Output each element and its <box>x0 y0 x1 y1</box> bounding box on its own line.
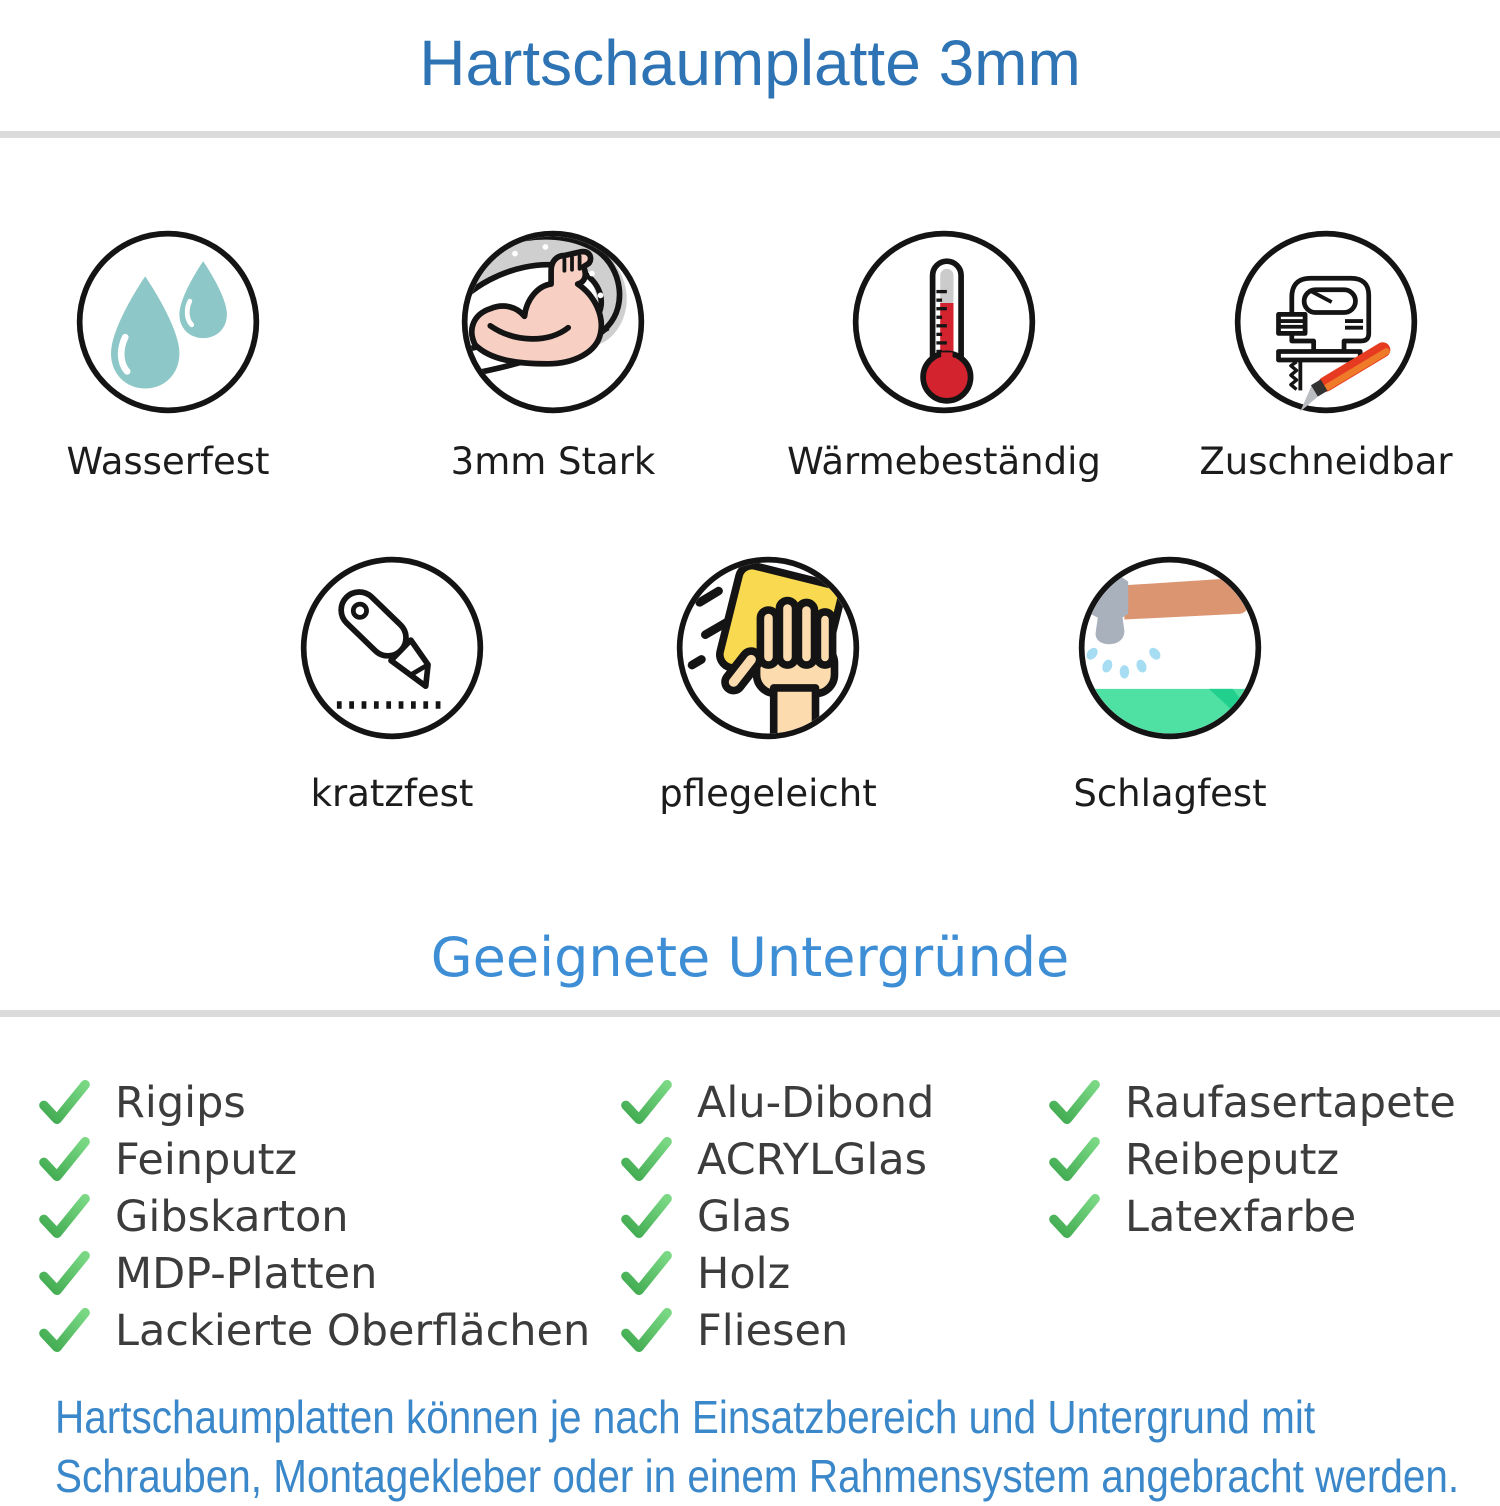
substrate-item <box>620 1245 934 1302</box>
substrate-label: ACRYLGlas <box>697 1134 928 1185</box>
footer-line-2: Schrauben, Montagekleber oder in einem Rahmensystem angebracht werden. <box>55 1450 1460 1502</box>
feature-label: Schlagfest <box>1073 772 1267 815</box>
feature-zuschneidbar <box>1199 227 1453 487</box>
top-divider <box>0 131 1500 138</box>
page-title: Hartschaumplatte 3mm <box>419 27 1081 99</box>
substrate-item <box>38 1131 590 1188</box>
hand-wiping-cloth-icon <box>673 553 863 743</box>
thermometer-icon <box>849 227 1039 417</box>
check-icon <box>38 1194 91 1239</box>
substrate-item <box>1048 1131 1456 1188</box>
substrate-label: Raufasertapete <box>1125 1077 1456 1128</box>
substrate-item <box>1048 1188 1456 1245</box>
flexed-biceps-icon <box>458 227 648 417</box>
check-icon <box>38 1080 91 1125</box>
feature-pflegeleicht <box>659 553 877 815</box>
hammer-impact-icon <box>1075 553 1265 743</box>
check-icon <box>620 1308 673 1353</box>
substrate-item <box>38 1074 590 1131</box>
section-divider <box>0 1010 1500 1017</box>
section-title-suitability: Geeignete Untergründe <box>430 926 1070 989</box>
check-icon <box>1048 1137 1101 1182</box>
utility-knife-icon <box>297 553 487 743</box>
check-icon <box>38 1251 91 1296</box>
check-icon <box>1048 1194 1101 1239</box>
footer-note <box>55 1388 1500 1506</box>
substrate-label: Holz <box>697 1248 791 1299</box>
substrate-label: Lackierte Oberflächen <box>115 1305 591 1356</box>
feature-label: 3mm Stark <box>450 440 656 483</box>
substrate-item <box>38 1245 590 1302</box>
feature-label: Wasserfest <box>66 440 270 483</box>
substrate-label: Latexfarbe <box>1125 1191 1357 1242</box>
feature-wasserfest <box>66 227 270 487</box>
check-icon <box>620 1251 673 1296</box>
check-icon <box>38 1308 91 1353</box>
substrate-label: Alu-Dibond <box>697 1077 935 1128</box>
feature-kratzfest <box>297 553 487 813</box>
check-icon <box>38 1137 91 1182</box>
feature-schlagfest <box>1075 553 1265 813</box>
substrate-item <box>38 1188 590 1245</box>
substrate-label: Reibeputz <box>1125 1134 1340 1185</box>
substrate-label: Feinputz <box>115 1134 298 1185</box>
substrate-item <box>1048 1074 1456 1131</box>
feature-label: Wärmebeständig <box>787 440 1101 483</box>
check-icon <box>620 1137 673 1182</box>
substrates-column-3 <box>1048 1074 1456 1245</box>
check-icon <box>620 1194 673 1239</box>
substrate-item <box>620 1131 934 1188</box>
feature-label: Zuschneidbar <box>1199 440 1453 483</box>
substrates-column-1 <box>38 1074 590 1359</box>
water-drops-icon <box>73 227 263 417</box>
substrate-item <box>620 1188 934 1245</box>
substrate-label: MDP-Platten <box>115 1248 378 1299</box>
feature-waermebestaendig <box>787 227 1101 487</box>
substrate-label: Rigips <box>115 1077 246 1128</box>
substrate-label: Fliesen <box>697 1305 849 1356</box>
feature-label: kratzfest <box>310 772 474 815</box>
feature-label: pflegeleicht <box>659 772 877 815</box>
footer-line-1: Hartschaumplatten können je nach Einsatzbereich und Untergrund mit <box>55 1391 1316 1443</box>
check-icon <box>620 1080 673 1125</box>
substrate-item <box>620 1302 934 1359</box>
substrates-column-2 <box>620 1074 934 1359</box>
check-icon <box>1048 1080 1101 1125</box>
substrate-item <box>38 1302 590 1359</box>
jigsaw-cutter-icon <box>1231 227 1421 417</box>
substrate-label: Glas <box>697 1191 792 1242</box>
feature-3mm-stark <box>450 227 656 487</box>
substrate-label: Gibskarton <box>115 1191 349 1242</box>
substrate-item <box>620 1074 934 1131</box>
